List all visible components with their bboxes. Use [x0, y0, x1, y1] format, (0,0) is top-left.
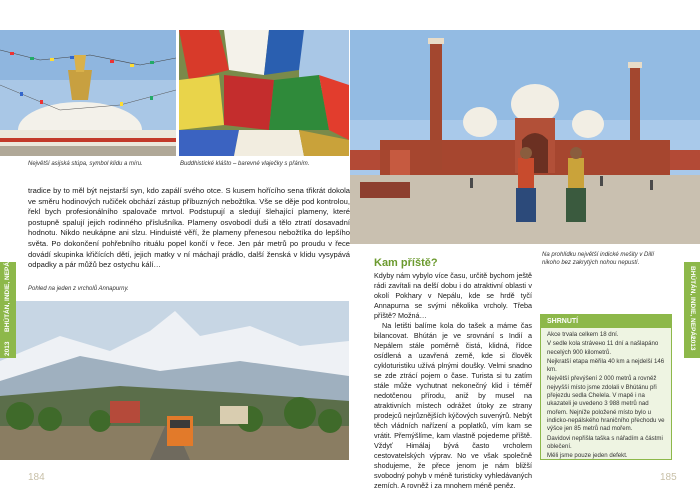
summary-item: Davidovi nepřišla taška s nářadím a částmi oblečení. [547, 434, 663, 450]
summary-item: Největší převýšení 2 000 metrů a rovněž nejvyšší místo jsme zdolali v Bhútánu při přejezdu sedla Chelela. V mapě i na ukazateli je uvedeno 3 988 metrů nad mořem. Nejníže položené místo bylo u indicko-nepálského hraničního přechodu ve výšce jen 85 metrů nad mořem. [547, 375, 665, 433]
left-side-tab-year: 2013 [4, 341, 11, 356]
right-page-number: 185 [660, 472, 677, 483]
caption-annapurna: Pohled na jeden z vrcholů Annapurny. [28, 286, 129, 292]
summary-item: Nejkratší etapa měřila 40 km a nejdelší 146 km. [547, 357, 665, 374]
prayer-flags-photo [179, 30, 349, 156]
left-side-tab-label: BHÚTÁN, INDIE, NEPÁL [4, 257, 11, 332]
left-body-text [28, 186, 350, 271]
left-side-tab [0, 257, 16, 358]
summary-item: Měli jsme pouze jeden defekt. [547, 452, 628, 460]
caption-mosque: Na prohlídku největší indické mešity v Dillí nikoho bez zakrytých nohou nepustí. [542, 252, 655, 266]
summary-item: V sedle kola strávено 11 dní a našlapáno necelých 900 kilometrů. [547, 340, 659, 356]
right-body-paragraph-2: Na letišti balíme kola do tašek a máme čas bilancovat. Bhútán je ve srovnání s Indií a Nepálem stále poměrně čistá, klidná, řídce osídlená a uzavřená země, kde si člověk cykloturistiku užívá plnými doušky. Velmi snadno se zde ztrácí pojem o čase. Turista si tu zatím stále může vychutnat nekonečný klid i téměř nedotčenou přírodu, aniž by musel na atraktivních místech odrážet útoky ze strany prodejců nejrůznějších kýčových suvenýrů. Nebýt těch vládních nařízení a poplatků, vím kam se vrátit. Přemýšlíme, kam vlastně pojedeme příště. Vždyť Himálaj bývá často vrcholem cestovatelských výprav. No ve však společně shodujeme, že přece jenom je nám bližší svobodný pohyb v méně turisticky vyhledávaných zemích. A rovněž i za mnohem méně peněz. [374, 321, 532, 490]
left-page-number: 184 [28, 472, 45, 483]
right-side-tab-year: 2013 [689, 336, 696, 351]
stupa-photo [0, 30, 176, 156]
mosque-photo [350, 30, 700, 244]
summary-item: Akce trvala celkem 18 dní. [547, 331, 619, 338]
caption-prayer-flags: Buddhistické klášto – barevné vlaječky s přáním. [180, 161, 310, 167]
summary-body [541, 328, 671, 464]
summary-box [540, 314, 672, 460]
left-body-paragraph: tradice by to měl být nejstarší syn, kdo zapálí svého otce. S kusem hořícího sena třikrát dokola ve směru hodinových ručiček obchází zástup příbuzných nebožtíka. Vše se děje pod kontrolou, řekl bych profesionálního spalovače mrtvol. Podstupují a sledují šlehající plameny, které postupně spalují jejich rodinného příslušníka. Plameny osvobodí duši a tělo ztratí dosavadní hodnotu. Nikdo neukápne ani slzu. Hinduisté věří, že plameny přenesou nebožtíka do lepšího světa. Po dokončení pohřebního rituálu popel končí v řece. Jen pár metrů po proudu v řece dovádí skupinka křičících dětí, jejich matky v ní máchají prádlo, další ženská v klidu vysypává odpadky a pár můžů bez ostychu kálí… [28, 186, 350, 270]
right-body-text [374, 271, 532, 491]
summary-title: SHRNUTÍ [541, 315, 671, 328]
annapurna-photo [0, 301, 349, 460]
section-heading: Kam příště? [374, 257, 438, 269]
right-side-tab [684, 262, 700, 358]
caption-stupa: Největší asijská stúpa, symbol klidu a míru. [28, 161, 143, 167]
right-body-paragraph-1: Kdyby nám vybylo více času, určitě bychom ještě rádi zavítali na delší dobu i do atraktivní oblasti v okolí Pokhary v Nepálu, kde se hrdě tyčí Annapurna se svými několika vrcholy. Třeba příště? Možná… [374, 271, 532, 320]
right-side-tab-label: BHÚTÁN, INDIE, NEPÁL [689, 266, 696, 341]
